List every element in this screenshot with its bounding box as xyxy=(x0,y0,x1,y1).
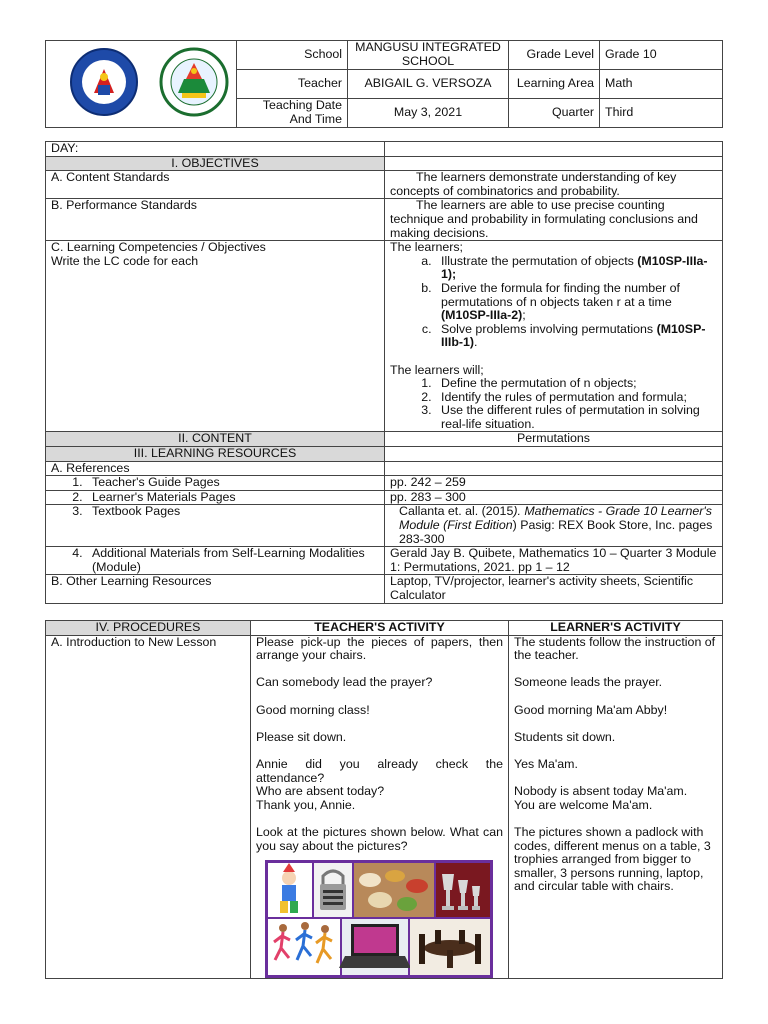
competencies-label: C. Learning Competencies / Objectives xyxy=(51,240,266,255)
teacher-line: Annie did you already check the attendance? xyxy=(256,756,503,785)
intro-label: A. Introduction to New Lesson xyxy=(46,635,251,978)
learners-will: The learners will; xyxy=(390,362,484,377)
teacher-line: Who are absent today? xyxy=(256,784,385,799)
learner-activity-heading: LEARNER'S ACTIVITY xyxy=(509,621,723,636)
learner-line: Students sit down. xyxy=(514,729,616,744)
tg-label: 1. Teacher's Guide Pages xyxy=(86,476,379,490)
trophies-icon xyxy=(436,863,490,917)
competency-item: a. Illustrate the permutation of objects (M10SP-IIIa-1); xyxy=(435,255,717,282)
teacher-line: Good morning class! xyxy=(256,702,370,717)
learner-activity-cell xyxy=(509,635,723,978)
day-value xyxy=(385,142,723,157)
learner-line: Good morning Ma'am Abby! xyxy=(514,702,668,717)
objectives-heading: I. OBJECTIVES xyxy=(46,156,385,171)
am-value: Gerald Jay B. Quibete, Mathematics 10 – Quarter 3 Module 1: Permutations, 2021. pp 1 – 12 xyxy=(385,547,723,575)
learners-intro: The learners; xyxy=(390,240,464,255)
objective-item: 2. Identify the rules of permutation and formula; xyxy=(435,391,717,405)
competency-list xyxy=(390,255,717,350)
learner-line: Yes Ma'am. xyxy=(514,756,578,771)
learner-line: Someone leads the prayer. xyxy=(514,675,663,690)
deped-seal-icon xyxy=(71,49,137,115)
tb-value: Callanta et. al. (2015). Mathematics - Grade 10 Learner's Module (First Edition) Pasig: REX Book Store, Inc. pages 283-300 xyxy=(385,505,723,547)
objective-list xyxy=(390,377,717,431)
competencies-label-cell xyxy=(46,241,385,432)
performance-label: B. Performance Standards xyxy=(46,199,385,241)
date-label: Teaching Date And Time xyxy=(237,98,348,127)
area-label: Learning Area xyxy=(509,69,600,98)
grade-value: Grade 10 xyxy=(600,41,723,70)
lm-label: 2. Learner's Materials Pages xyxy=(86,491,379,505)
day-label: DAY: xyxy=(46,142,385,157)
picture-collage xyxy=(265,860,493,978)
content-value: Permutations xyxy=(385,432,723,447)
school-value: MANGUSU INTEGRATED SCHOOL xyxy=(348,41,509,70)
objective-item: 3. Use the different rules of permutation in solving real-life situation. xyxy=(435,404,717,431)
competencies-cell xyxy=(385,241,723,432)
padlock-icon xyxy=(314,863,352,917)
school-seal-icon xyxy=(161,49,227,115)
logo-cell xyxy=(46,41,237,128)
quarter-value: Third xyxy=(600,98,723,127)
content-standards-value: The learners demonstrate understanding of key concepts of combinatorics and probability. xyxy=(385,171,723,199)
teacher-line: Thank you, Annie. xyxy=(256,797,356,812)
learner-line: You are welcome Ma'am. xyxy=(514,797,653,812)
header-table xyxy=(45,40,723,128)
dining-table-icon xyxy=(410,919,490,975)
performance-value: The learners are able to use precise counting technique and probability in formulating conclusions and making decisions. xyxy=(385,199,723,241)
teacher-line: Look at the pictures shown below. What can you say about the pictures? xyxy=(256,824,503,853)
am-label: 4. Additional Materials from Self-Learning Modalities (Module) xyxy=(86,547,379,574)
tg-value: pp. 242 – 259 xyxy=(385,476,723,491)
teacher-line: Please sit down. xyxy=(256,729,347,744)
runners-icon xyxy=(268,919,340,975)
grade-label: Grade Level xyxy=(509,41,600,70)
competencies-sub: Write the LC code for each xyxy=(51,253,199,268)
quarter-label: Quarter xyxy=(509,98,600,127)
procedures-heading: IV. PROCEDURES xyxy=(46,621,251,636)
area-value: Math xyxy=(600,69,723,98)
school-label: School xyxy=(237,41,348,70)
other-label: B. Other Learning Resources xyxy=(46,575,385,603)
learner-line: Nobody is absent today Ma'am. xyxy=(514,784,688,799)
teacher-line: Please pick-up the pieces of papers, then arrange your chairs. xyxy=(256,634,503,663)
competency-item: b. Derive the formula for finding the number of permutations of n objects taken r at a time (M10SP-IIIa-2); xyxy=(435,282,717,323)
logos xyxy=(46,41,236,123)
tb-label: 3. Textbook Pages xyxy=(86,505,379,519)
objective-item: 1. Define the permutation of n objects; xyxy=(435,377,717,391)
resources-heading: III. LEARNING RESOURCES xyxy=(46,447,385,462)
content-standards-label: A. Content Standards xyxy=(46,171,385,199)
learner-line: The students follow the instruction of the teacher. xyxy=(514,634,716,663)
teacher-line: Can somebody lead the prayer? xyxy=(256,675,433,690)
competency-item: c. Solve problems involving permutations (M10SP-IIIb-1). xyxy=(435,323,717,350)
menu-table-icon xyxy=(354,863,434,917)
teacher-activity-heading: TEACHER'S ACTIVITY xyxy=(251,621,509,636)
teacher-label: Teacher xyxy=(237,69,348,98)
date-value: May 3, 2021 xyxy=(348,98,509,127)
clown-icon xyxy=(268,863,312,917)
lm-value: pp. 283 – 300 xyxy=(385,490,723,505)
plan-table xyxy=(45,141,723,604)
other-value: Laptop, TV/projector, learner's activity sheets, Scientific Calculator xyxy=(385,575,723,603)
content-heading: II. CONTENT xyxy=(46,432,385,447)
references-label: A. References xyxy=(46,461,385,476)
learner-line: The pictures shown a padlock with codes, different menus on a table, 3 trophies arranged from bigger to smaller, 3 persons running, laptop, and circular table with chairs. xyxy=(514,824,711,894)
teacher-value: ABIGAIL G. VERSOZA xyxy=(348,69,509,98)
laptop-icon xyxy=(339,919,411,975)
